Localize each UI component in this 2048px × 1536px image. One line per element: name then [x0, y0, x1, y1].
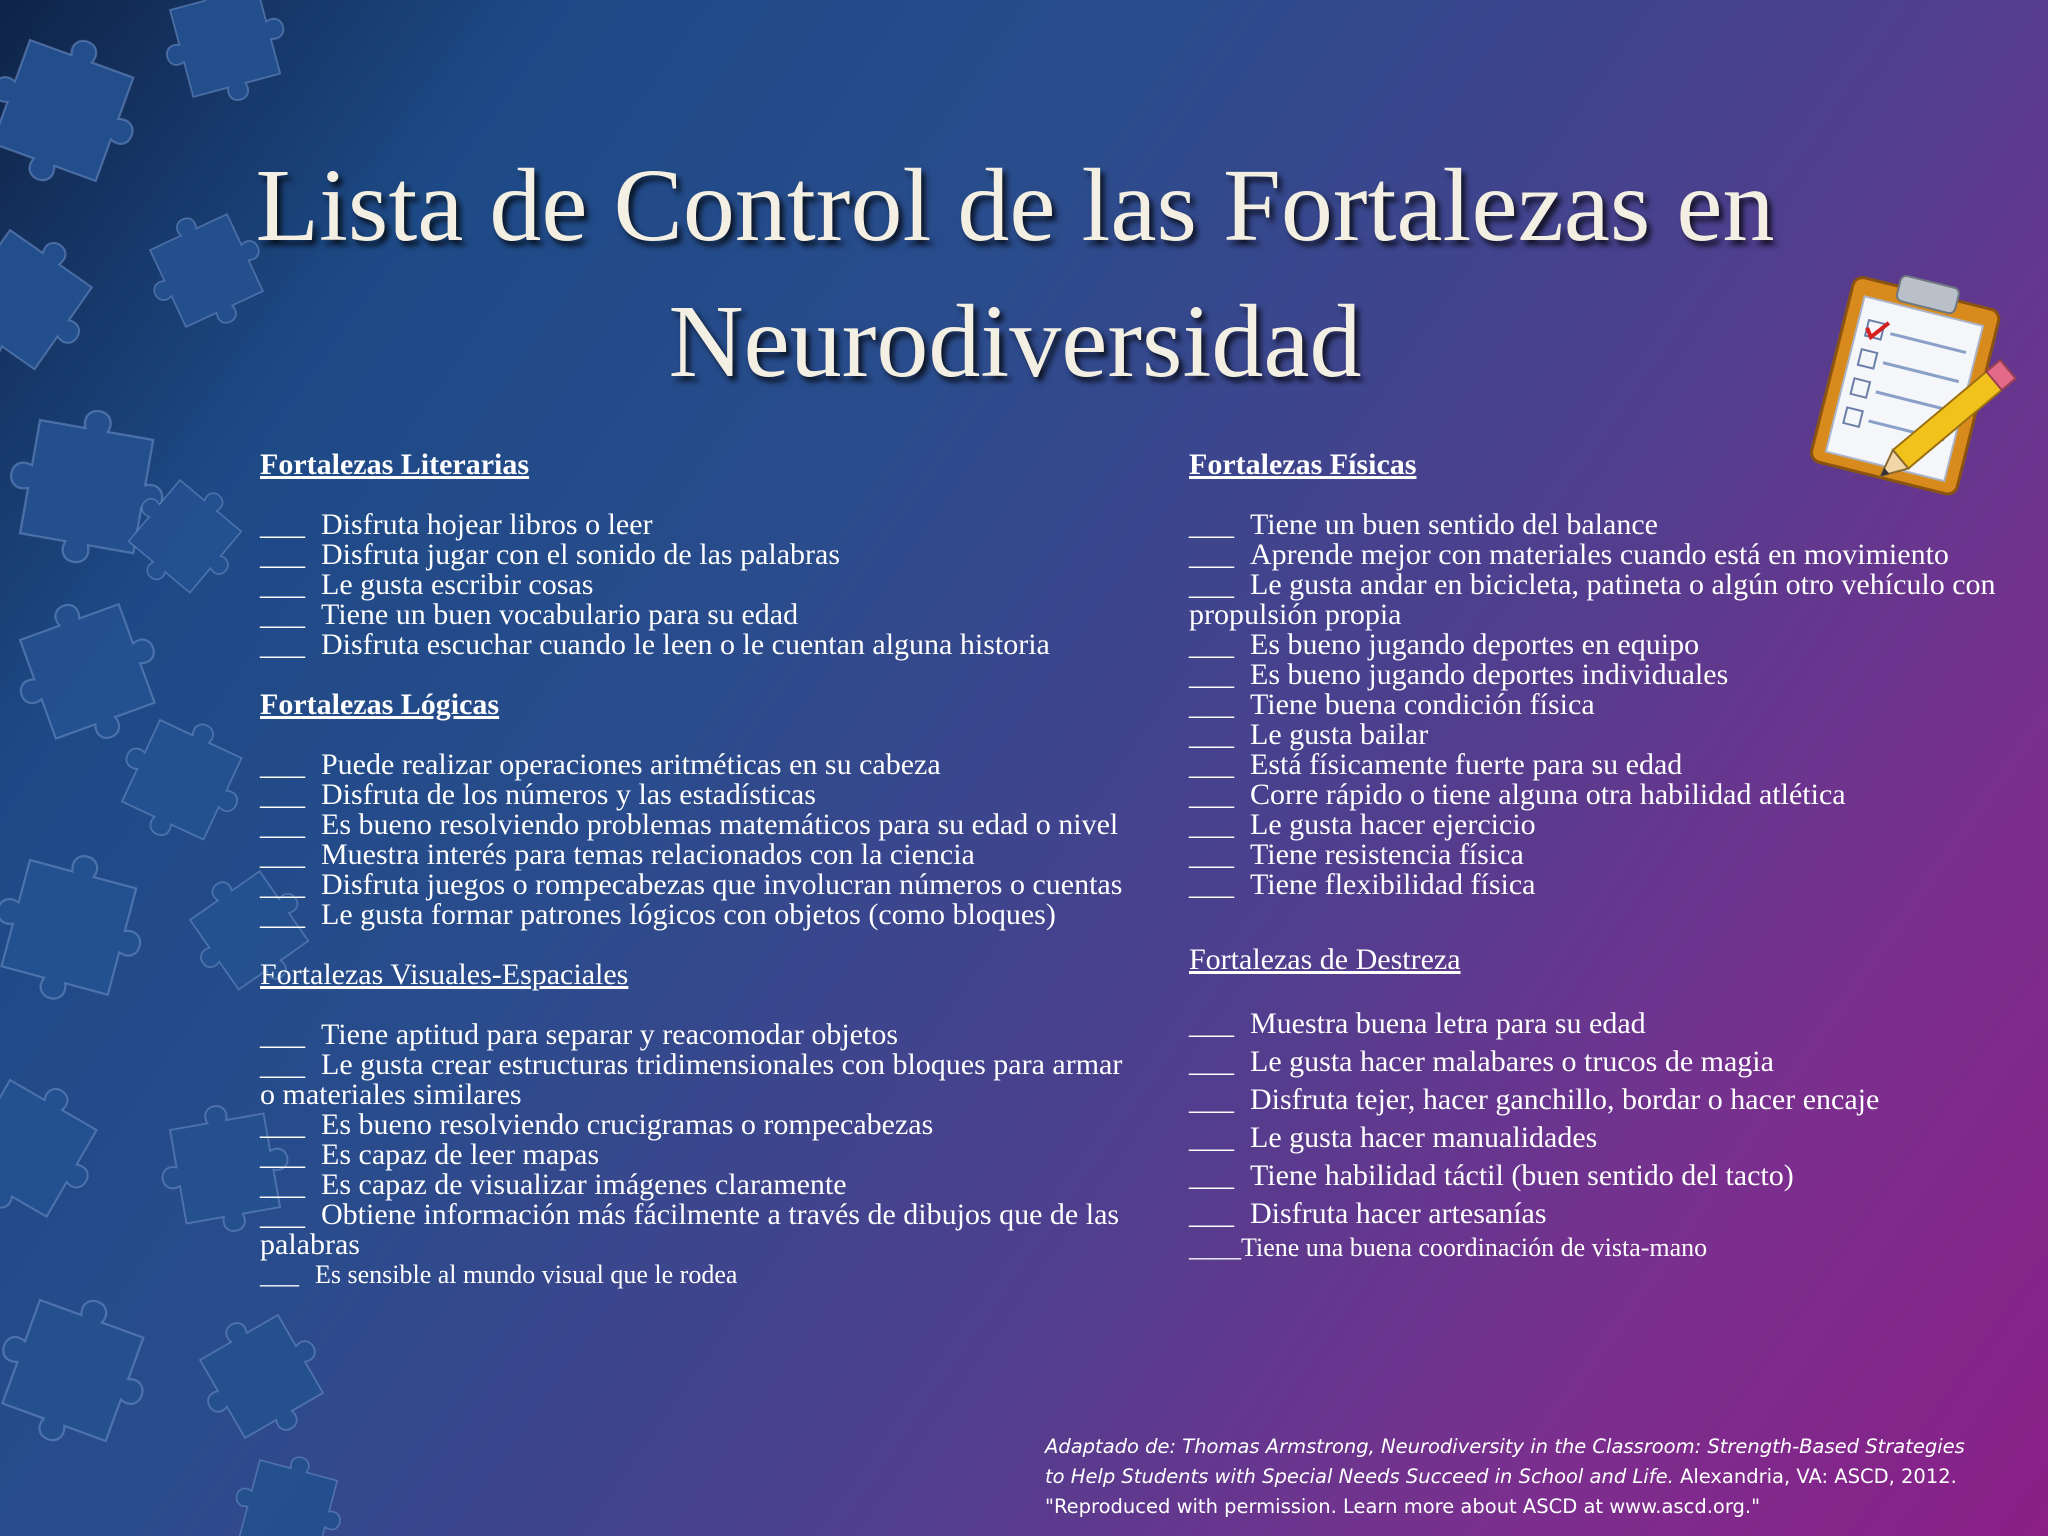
- checklist-item: ___ Disfruta escuchar cuando le leen o le cuentan alguna historia: [260, 628, 1050, 661]
- right-column: [1189, 450, 2029, 1263]
- checklist-item: ___ Muestra buena letra para su edad: [1189, 1007, 1646, 1040]
- checklist-item: ___ Es bueno resolviendo problemas matemáticos para su edad o nivel: [260, 808, 1119, 841]
- checklist-item: ___ Es bueno jugando deportes individuales: [1189, 658, 1729, 691]
- checklist-item: ___ Corre rápido o tiene alguna otra habilidad atlética: [1189, 778, 1846, 811]
- citation-line-1: Adaptado de: Thomas Armstrong, Neurodiversity in the Classroom: Strength-Based Strategies: [1045, 1435, 1965, 1458]
- checklist-item: ___ Disfruta hacer artesanías: [1189, 1197, 1547, 1230]
- checklist-item: ___ Le gusta hacer manualidades: [1189, 1121, 1598, 1154]
- section-heading-literarias: Fortalezas Literarias: [260, 448, 530, 481]
- list-logicas: [260, 750, 1140, 930]
- citation-line-3: "Reproduced with permission. Learn more about ASCD at www.ascd.org.": [1045, 1495, 1761, 1518]
- section-heading-fisicas: Fortalezas Físicas: [1189, 448, 1417, 481]
- checklist-item: ___ Está físicamente fuerte para su edad: [1189, 748, 1683, 781]
- checklist-item: ___ Es bueno jugando deportes en equipo: [1189, 628, 1700, 661]
- citation: [1045, 1432, 2035, 1522]
- checklist-item: ___ Tiene un buen vocabulario para su edad: [260, 598, 799, 631]
- checklist-item: ___ Disfruta de los números y las estadísticas: [260, 778, 816, 811]
- checklist-item: ___ Es sensible al mundo visual que le rodea: [260, 1260, 738, 1289]
- checklist-item: ___ Disfruta tejer, hacer ganchillo, bordar o hacer encaje: [1189, 1083, 1880, 1116]
- checklist-item: ___ Le gusta crear estructuras tridimensionales con bloques para armar o materiales similares: [260, 1048, 1123, 1111]
- checklist-item: ___ Tiene buena condición física: [1189, 688, 1595, 721]
- checklist-item: ___ Es capaz de leer mapas: [260, 1138, 600, 1171]
- checklist-item: ___ Le gusta bailar: [1189, 718, 1429, 751]
- checklist-item: ___ Es bueno resolviendo crucigramas o rompecabezas: [260, 1108, 934, 1141]
- checklist-item: ____Tiene una buena coordinación de vista-mano: [1189, 1233, 1708, 1262]
- citation-line-2: to Help Students with Special Needs Succeed in School and Life.: [1045, 1465, 1674, 1488]
- list-destreza: [1189, 1005, 2029, 1263]
- checklist-item: ___ Le gusta hacer malabares o trucos de magia: [1189, 1045, 1774, 1078]
- checklist-item: ___ Muestra interés para temas relacionados con la ciencia: [260, 838, 975, 871]
- checklist-item: ___ Es capaz de visualizar imágenes claramente: [260, 1168, 847, 1201]
- checklist-item: ___ Disfruta juegos o rompecabezas que involucran números o cuentas: [260, 868, 1123, 901]
- checklist-item: ___ Tiene resistencia física: [1189, 838, 1524, 871]
- checklist-item: ___ Tiene un buen sentido del balance: [1189, 508, 1658, 541]
- list-literarias: [260, 510, 1140, 660]
- checklist-item: ___ Puede realizar operaciones aritméticas en su cabeza: [260, 748, 941, 781]
- checklist-item: ___ Tiene habilidad táctil (buen sentido del tacto): [1189, 1159, 1794, 1192]
- list-visuales: [260, 1020, 1140, 1290]
- checklist-item: ___ Le gusta formar patrones lógicos con objetos (como bloques): [260, 898, 1056, 931]
- checklist-item: ___ Disfruta hojear libros o leer: [260, 508, 653, 541]
- checklist-item: ___ Obtiene información más fácilmente a través de dibujos que de las palabras: [260, 1198, 1120, 1261]
- checklist-item: ___ Tiene aptitud para separar y reacomodar objetos: [260, 1018, 899, 1051]
- section-heading-visuales: Fortalezas Visuales-Espaciales: [260, 958, 629, 991]
- citation-line-2-publisher: Alexandria, VA: ASCD, 2012.: [1673, 1465, 1957, 1488]
- checklist-item: ___ Le gusta andar en bicicleta, patineta o algún otro vehículo con propulsión propia: [1189, 568, 1996, 631]
- checklist-item: ___ Le gusta hacer ejercicio: [1189, 808, 1536, 841]
- checklist-item: ___ Le gusta escribir cosas: [260, 568, 594, 601]
- section-heading-logicas: Fortalezas Lógicas: [260, 688, 500, 721]
- page-title: [120, 138, 1910, 410]
- list-fisicas: [1189, 510, 2029, 900]
- checklist-item: ___ Disfruta jugar con el sonido de las palabras: [260, 538, 841, 571]
- title-line-1: Lista de Control de las Fortalezas en: [255, 148, 1775, 263]
- left-column: [260, 450, 1140, 1290]
- checklist-item: ___ Tiene flexibilidad física: [1189, 868, 1536, 901]
- checklist-item: ___ Aprende mejor con materiales cuando está en movimiento: [1189, 538, 1949, 571]
- title-line-2: Neurodiversidad: [668, 284, 1362, 399]
- section-heading-destreza: Fortalezas de Destreza: [1189, 943, 1461, 976]
